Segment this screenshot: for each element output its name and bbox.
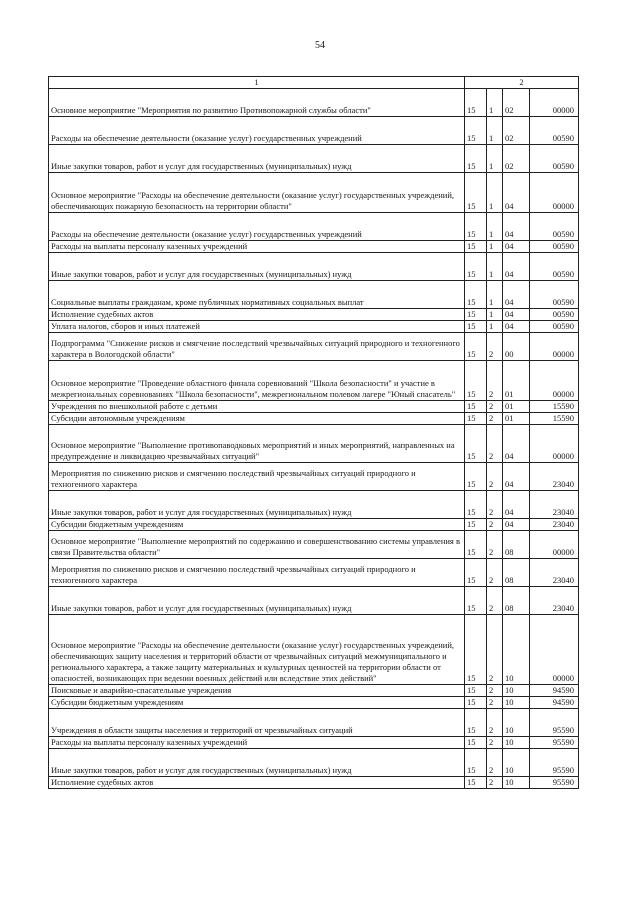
- row-code-2: 1: [487, 281, 503, 309]
- row-code-1: 15: [465, 777, 487, 789]
- table-row: [49, 531, 579, 559]
- row-code-4: 94590: [530, 697, 579, 709]
- row-code-1: 15: [465, 333, 487, 361]
- row-code-2: 1: [487, 321, 503, 333]
- row-code-1: 15: [465, 321, 487, 333]
- row-name: Исполнение судебных актов: [49, 777, 465, 789]
- table-row: [49, 213, 579, 241]
- table-row: [49, 253, 579, 281]
- row-code-1: 15: [465, 685, 487, 697]
- row-code-1: 15: [465, 463, 487, 491]
- table-row: [49, 425, 579, 463]
- row-code-3: 04: [503, 321, 530, 333]
- row-code-4: 95590: [530, 777, 579, 789]
- table-header-row: [49, 77, 579, 89]
- row-code-4: 00000: [530, 531, 579, 559]
- row-code-3: 08: [503, 559, 530, 587]
- row-code-3: 04: [503, 491, 530, 519]
- row-code-2: 2: [487, 401, 503, 413]
- row-name: Субсидии бюджетным учреждениям: [49, 697, 465, 709]
- row-name: Поисковые и аварийно-спасательные учреждения: [49, 685, 465, 697]
- row-code-3: 10: [503, 709, 530, 737]
- row-code-2: 2: [487, 777, 503, 789]
- row-name: Подпрограмма "Снижение рисков и смягчение последствий чрезвычайных ситуаций природного и техногенного характера в Вологодской области": [49, 333, 465, 361]
- row-code-2: 2: [487, 709, 503, 737]
- row-code-3: 04: [503, 463, 530, 491]
- row-code-4: 15590: [530, 413, 579, 425]
- row-name: Исполнение судебных актов: [49, 309, 465, 321]
- row-name: Мероприятия по снижению рисков и смягчению последствий чрезвычайных ситуаций природного и техногенного характера: [49, 463, 465, 491]
- row-code-2: 2: [487, 531, 503, 559]
- row-code-1: 15: [465, 241, 487, 253]
- row-code-2: 1: [487, 89, 503, 117]
- table-row: [49, 777, 579, 789]
- row-code-4: 23040: [530, 519, 579, 531]
- row-code-4: 00590: [530, 309, 579, 321]
- row-code-4: 23040: [530, 587, 579, 615]
- row-code-4: 23040: [530, 463, 579, 491]
- row-name: Расходы на обеспечение деятельности (оказание услуг) государственных учреждений: [49, 213, 465, 241]
- row-code-2: 1: [487, 173, 503, 213]
- row-code-2: 1: [487, 241, 503, 253]
- row-name: Учреждения по внешкольной работе с детьми: [49, 401, 465, 413]
- row-code-3: 10: [503, 777, 530, 789]
- table-row: [49, 559, 579, 587]
- row-code-1: 15: [465, 425, 487, 463]
- row-name: Иные закупки товаров, работ и услуг для государственных (муниципальных) нужд: [49, 587, 465, 615]
- row-code-4: 00590: [530, 213, 579, 241]
- row-code-1: 15: [465, 213, 487, 241]
- row-code-1: 15: [465, 145, 487, 173]
- header-col-2: 2: [465, 77, 579, 89]
- table-row: [49, 615, 579, 685]
- row-code-3: 04: [503, 213, 530, 241]
- budget-classification-table: [48, 76, 579, 789]
- table-row: [49, 749, 579, 777]
- row-code-3: 04: [503, 281, 530, 309]
- row-code-2: 2: [487, 491, 503, 519]
- table-row: [49, 413, 579, 425]
- row-code-4: 00000: [530, 425, 579, 463]
- row-name: Расходы на выплаты персоналу казенных учреждений: [49, 737, 465, 749]
- row-code-4: 95590: [530, 709, 579, 737]
- row-name: Иные закупки товаров, работ и услуг для государственных (муниципальных) нужд: [49, 145, 465, 173]
- row-code-4: 00590: [530, 117, 579, 145]
- table-row: [49, 321, 579, 333]
- table-row: [49, 587, 579, 615]
- row-code-4: 94590: [530, 685, 579, 697]
- row-code-4: 00590: [530, 281, 579, 309]
- row-code-2: 2: [487, 333, 503, 361]
- row-code-2: 1: [487, 253, 503, 281]
- row-code-1: 15: [465, 519, 487, 531]
- table-row: [49, 117, 579, 145]
- table-row: [49, 333, 579, 361]
- row-code-2: 1: [487, 145, 503, 173]
- row-code-2: 2: [487, 615, 503, 685]
- row-code-3: 08: [503, 587, 530, 615]
- row-code-1: 15: [465, 361, 487, 401]
- table-row: [49, 519, 579, 531]
- row-code-3: 10: [503, 615, 530, 685]
- row-name: Социальные выплаты гражданам, кроме публичных нормативных социальных выплат: [49, 281, 465, 309]
- row-code-1: 15: [465, 173, 487, 213]
- row-name: Расходы на выплаты персоналу казенных учреждений: [49, 241, 465, 253]
- row-code-3: 04: [503, 425, 530, 463]
- row-code-2: 1: [487, 213, 503, 241]
- row-code-1: 15: [465, 615, 487, 685]
- row-code-1: 15: [465, 253, 487, 281]
- row-code-2: 1: [487, 309, 503, 321]
- table-row: [49, 463, 579, 491]
- table-row: [49, 241, 579, 253]
- row-code-3: 00: [503, 333, 530, 361]
- row-name: Основное мероприятие "Мероприятия по развитию Противопожарной службы области": [49, 89, 465, 117]
- row-code-4: 00000: [530, 361, 579, 401]
- row-code-1: 15: [465, 491, 487, 519]
- row-name: Основное мероприятие "Расходы на обеспечение деятельности (оказание услуг) государственных учреждений, обеспечивающих пожарную безопасность на территории области": [49, 173, 465, 213]
- row-code-2: 2: [487, 737, 503, 749]
- table-row: [49, 491, 579, 519]
- row-code-3: 04: [503, 309, 530, 321]
- table-row: [49, 309, 579, 321]
- row-code-3: 10: [503, 737, 530, 749]
- row-code-2: 2: [487, 587, 503, 615]
- row-name: Субсидии бюджетным учреждениям: [49, 519, 465, 531]
- row-code-2: 2: [487, 361, 503, 401]
- row-code-4: 00590: [530, 321, 579, 333]
- row-code-1: 15: [465, 309, 487, 321]
- row-code-4: 95590: [530, 737, 579, 749]
- row-code-2: 2: [487, 519, 503, 531]
- row-code-3: 04: [503, 253, 530, 281]
- row-code-4: 00000: [530, 89, 579, 117]
- table-row: [49, 173, 579, 213]
- row-code-1: 15: [465, 89, 487, 117]
- row-name: Иные закупки товаров, работ и услуг для государственных (муниципальных) нужд: [49, 749, 465, 777]
- row-code-3: 04: [503, 519, 530, 531]
- row-code-3: 02: [503, 145, 530, 173]
- row-name: Основное мероприятие "Выполнение мероприятий по содержанию и совершенствованию системы управления в связи Правительства области": [49, 531, 465, 559]
- row-code-3: 01: [503, 361, 530, 401]
- row-name: Субсидии автономным учреждениям: [49, 413, 465, 425]
- table-row: [49, 737, 579, 749]
- row-code-1: 15: [465, 749, 487, 777]
- row-name: Иные закупки товаров, работ и услуг для государственных (муниципальных) нужд: [49, 491, 465, 519]
- row-code-3: 01: [503, 401, 530, 413]
- row-code-1: 15: [465, 117, 487, 145]
- row-code-4: 15590: [530, 401, 579, 413]
- row-code-3: 01: [503, 413, 530, 425]
- row-code-1: 15: [465, 401, 487, 413]
- row-code-4: 00000: [530, 333, 579, 361]
- row-code-3: 04: [503, 173, 530, 213]
- row-code-2: 2: [487, 463, 503, 491]
- row-code-3: 02: [503, 89, 530, 117]
- row-code-1: 15: [465, 709, 487, 737]
- row-name: Мероприятия по снижению рисков и смягчению последствий чрезвычайных ситуаций природного и техногенного характера: [49, 559, 465, 587]
- header-col-1: 1: [49, 77, 465, 89]
- row-code-4: 00590: [530, 241, 579, 253]
- row-name: Уплата налогов, сборов и иных платежей: [49, 321, 465, 333]
- row-code-1: 15: [465, 531, 487, 559]
- row-code-2: 2: [487, 413, 503, 425]
- row-name: Учреждения в области защиты населения и территорий от чрезвычайных ситуаций: [49, 709, 465, 737]
- table-row: [49, 401, 579, 413]
- row-code-2: 2: [487, 697, 503, 709]
- row-name: Иные закупки товаров, работ и услуг для государственных (муниципальных) нужд: [49, 253, 465, 281]
- row-code-4: 00590: [530, 253, 579, 281]
- table-row: [49, 685, 579, 697]
- row-code-4: 00000: [530, 173, 579, 213]
- row-code-1: 15: [465, 559, 487, 587]
- row-code-1: 15: [465, 587, 487, 615]
- row-code-3: 08: [503, 531, 530, 559]
- row-code-2: 2: [487, 749, 503, 777]
- table-row: [49, 281, 579, 309]
- row-code-3: 02: [503, 117, 530, 145]
- row-code-2: 2: [487, 685, 503, 697]
- page-number: 54: [315, 40, 325, 51]
- row-name: Основное мероприятие "Выполнение противопаводковых мероприятий и иных мероприятий, направленных на предупреждение и ликвидацию чрезвычайных ситуаций": [49, 425, 465, 463]
- table-row: [49, 361, 579, 401]
- row-code-1: 15: [465, 697, 487, 709]
- row-code-2: 2: [487, 559, 503, 587]
- row-code-1: 15: [465, 281, 487, 309]
- table-row: [49, 709, 579, 737]
- row-code-3: 10: [503, 697, 530, 709]
- table-row: [49, 89, 579, 117]
- row-name: Основное мероприятие "Расходы на обеспечение деятельности (оказание услуг) государственных учреждений, обеспечивающих защиту населения и территорий области от чрезвычайных ситуаций межмуниципального и регионального характера, а также защиту материальных и культурных ценностей на территории области от опасностей, возникающих при ведении военных действий или вследствие этих действий": [49, 615, 465, 685]
- row-code-4: 23040: [530, 559, 579, 587]
- row-code-3: 10: [503, 685, 530, 697]
- row-code-4: 23040: [530, 491, 579, 519]
- row-code-4: 95590: [530, 749, 579, 777]
- row-code-4: 00000: [530, 615, 579, 685]
- row-code-3: 10: [503, 749, 530, 777]
- row-code-2: 2: [487, 425, 503, 463]
- row-code-2: 1: [487, 117, 503, 145]
- row-code-4: 00590: [530, 145, 579, 173]
- row-code-3: 04: [503, 241, 530, 253]
- table-row: [49, 697, 579, 709]
- row-code-1: 15: [465, 413, 487, 425]
- row-name: Расходы на обеспечение деятельности (оказание услуг) государственных учреждений: [49, 117, 465, 145]
- row-code-1: 15: [465, 737, 487, 749]
- table-row: [49, 145, 579, 173]
- row-name: Основное мероприятие "Проведение областного финала соревнований "Школа безопасности" и участие в межрегиональных соревнованиях "Школа безопасности", межрегиональном полевом лагере "Юный спасатель": [49, 361, 465, 401]
